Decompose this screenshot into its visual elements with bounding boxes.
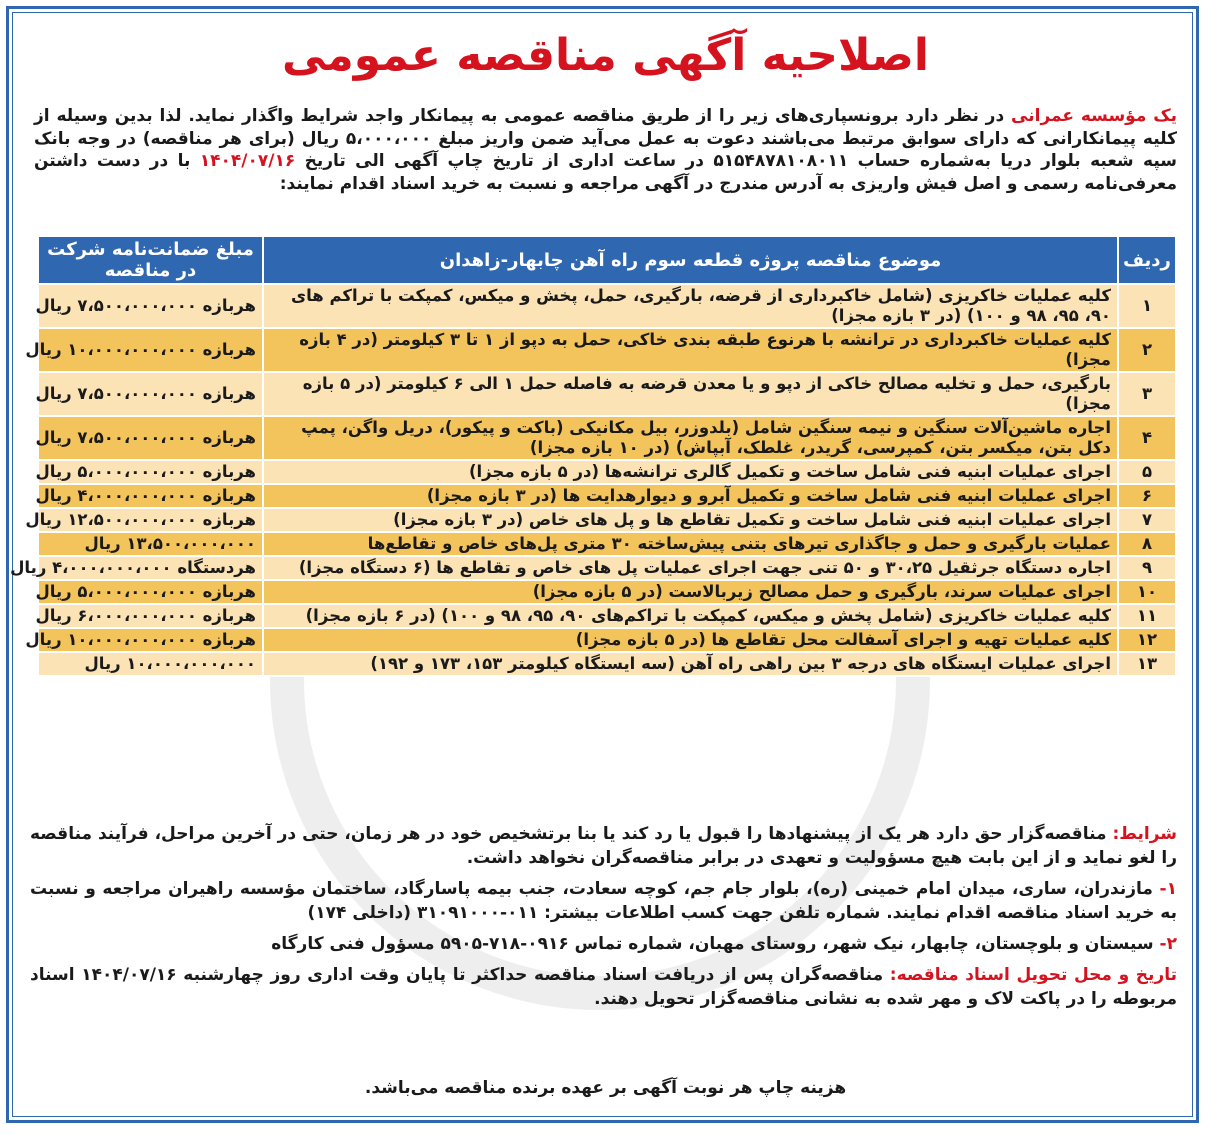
- row-description: کلیه عملیات خاکریزی (شامل خاکبرداری از قرضه، بارگیری، حمل، پخش و میکس، کمپکت با تراکم های ۹۰، ۹۵، ۹۸ و ۱۰۰) (در ۳ بازه مجزا): [263, 284, 1118, 328]
- row-guarantee-amount: هربازه ۱۰،۰۰۰،۰۰۰،۰۰۰ ریال: [38, 328, 263, 372]
- intro-paragraph: [34, 105, 1177, 195]
- row-description: اجاره دستگاه جرثقیل ۳۰،۲۵ و ۵۰ تنی جهت اجرای عملیات پل های خاص و تقاطع ها (۶ دستگاه مجزا): [263, 556, 1118, 580]
- row-guarantee-amount: هربازه ۴،۰۰۰،۰۰۰،۰۰۰ ریال: [38, 484, 263, 508]
- intro-body: در نظر دارد برونسپاری‌های زیر را از طریق مناقصه عمومی به پیمانکار واجد شرایط واگذار نماید. لذا بدین وسیله از کلیه پیمانکارانی که دارای سوابق مرتبط می‌باشند دعوت به عمل می‌آید ضمن واریز مبلغ ۵،۰۰۰،۰۰۰ ریال (برای هر مناقصه) در وجه بانک سپه شعبه بلوار دریا به‌شماره حساب ۵۱۵۴۸۷۸۱۰۸۰۱۱ در ساعت اداری از تاریخ چاپ آگهی الی تاریخ: [34, 106, 1177, 172]
- address-2-text: سیستان و بلوچستان، چابهار، نیک شهر، روستای مهبان، شماره تماس ۰۹۱۶-۷۱۸-۵۹۰۵ مسؤول فنی کارگاه: [271, 934, 1160, 954]
- row-description: اجرای عملیات ابنیه فنی شامل ساخت و تکمیل گالری ترانشه‌ها (در ۵ بازه مجزا): [263, 460, 1118, 484]
- tender-table: [10, 235, 1177, 677]
- table-row: [38, 556, 1176, 580]
- table-row: [38, 508, 1176, 532]
- row-guarantee-amount: هربازه ۵،۰۰۰،۰۰۰،۰۰۰ ریال: [38, 460, 263, 484]
- row-guarantee-amount: هربازه ۱۲،۵۰۰،۰۰۰،۰۰۰ ریال: [38, 508, 263, 532]
- table-row: [38, 284, 1176, 328]
- row-number: ۶: [1118, 484, 1176, 508]
- row-guarantee-amount: هردستگاه ۴،۰۰۰،۰۰۰،۰۰۰ ریال: [38, 556, 263, 580]
- row-description: بارگیری، حمل و تخلیه مصالح خاکی از دپو و یا معدن قرضه به فاصله حمل ۱ الی ۶ کیلومتر (در ۵ بازه مجزا): [263, 372, 1118, 416]
- footer-note: هزینه چاپ هر نوبت آگهی بر عهده برنده مناقصه می‌باشد.: [364, 1078, 847, 1098]
- row-guarantee-amount: هربازه ۷،۵۰۰،۰۰۰،۰۰۰ ریال: [38, 284, 263, 328]
- row-number: ۱۰: [1118, 580, 1176, 604]
- row-number: ۲: [1118, 328, 1176, 372]
- row-description: اجرای عملیات ابنیه فنی شامل ساخت و تکمیل آبرو و دیوارهدایت ها (در ۳ بازه مجزا): [263, 484, 1118, 508]
- table-row: [38, 604, 1176, 628]
- page-title: اصلاحیه آگهی مناقصه عمومی: [281, 30, 930, 81]
- intro-tail: با در دست داشتن معرفی‌نامه رسمی و اصل فیش واریزی به آدرس مندرج در آگهی مراجعه و نسبت به خرید اسناد اقدام نمایند:: [34, 151, 1177, 194]
- row-number: ۱: [1118, 284, 1176, 328]
- table-body: [10, 284, 1176, 676]
- row-description: عملیات بارگیری و حمل و جاگذاری تیرهای بتنی پیش‌ساخته ۳۰ متری پل‌های خاص و تقاطع‌ها: [263, 532, 1118, 556]
- row-guarantee-amount: هربازه ۷،۵۰۰،۰۰۰،۰۰۰ ریال: [38, 416, 263, 460]
- delivery-paragraph: [30, 963, 1177, 1011]
- row-number: ۳: [1118, 372, 1176, 416]
- conditions-paragraph: [30, 822, 1177, 870]
- row-guarantee-amount: ۱۰،۰۰۰،۰۰۰،۰۰۰ ریال: [38, 652, 263, 676]
- header-guarantee: مبلغ ضمانت‌نامه شرکت در مناقصه: [38, 236, 263, 284]
- row-description: کلیه عملیات خاکبرداری در ترانشه با هرنوع طبقه بندی خاکی، حمل به دپو از ۱ تا ۳ کیلومتر (در ۴ بازه مجزا): [263, 328, 1118, 372]
- row-guarantee-amount: هربازه ۷،۵۰۰،۰۰۰،۰۰۰ ریال: [38, 372, 263, 416]
- header-row-number: ردیف: [1118, 236, 1176, 284]
- row-number: ۷: [1118, 508, 1176, 532]
- table-header-row: [38, 236, 1176, 284]
- delivery-label: تاریخ و محل تحویل اسناد مناقصه:: [889, 965, 1177, 985]
- address-2: [30, 932, 1177, 956]
- row-guarantee-amount: هربازه ۶،۰۰۰،۰۰۰،۰۰۰ ریال: [38, 604, 263, 628]
- row-number: ۹: [1118, 556, 1176, 580]
- intro-date: ۱۴۰۴/۰۷/۱۶: [199, 151, 296, 172]
- row-description: کلیه عملیات تهیه و اجرای آسفالت محل تقاطع ها (در ۵ بازه مجزا): [263, 628, 1118, 652]
- table-row: [38, 580, 1176, 604]
- table-row: [38, 532, 1176, 556]
- intro-lead: یک مؤسسه عمرانی: [1011, 106, 1177, 126]
- table-row: [38, 328, 1176, 372]
- row-number: ۱۲: [1118, 628, 1176, 652]
- row-guarantee-amount: هربازه ۵،۰۰۰،۰۰۰،۰۰۰ ریال: [38, 580, 263, 604]
- row-guarantee-amount: هربازه ۱۰،۰۰۰،۰۰۰،۰۰۰ ریال: [38, 628, 263, 652]
- row-description: اجرای عملیات سرند، بارگیری و حمل مصالح زیربالاست (در ۵ بازه مجزا): [263, 580, 1118, 604]
- address-1-number: ۱-: [1159, 879, 1177, 899]
- row-description: اجاره ماشین‌آلات سنگین و نیمه سنگین شامل (بلدوزر، بیل مکانیکی (باکت و پیکور)، دریل واگن، پمپ دکل بتن، میکسر بتن، کمپرسی، گریدر، غلطک، آبپاش) (در ۱۰ بازه مجزا): [263, 416, 1118, 460]
- address-2-number: ۲-: [1159, 934, 1177, 954]
- row-description: کلیه عملیات خاکریزی (شامل پخش و میکس، کمپکت با تراکم‌های ۹۰، ۹۵، ۹۸ و ۱۰۰) (در ۶ بازه مجزا): [263, 604, 1118, 628]
- conditions-label: شرایط:: [1112, 824, 1177, 844]
- table-row: [38, 652, 1176, 676]
- row-number: ۱۳: [1118, 652, 1176, 676]
- conditions-section: [30, 822, 1177, 1018]
- row-guarantee-amount: ۱۳،۵۰۰،۰۰۰،۰۰۰ ریال: [38, 532, 263, 556]
- address-1-text: مازندران، ساری، میدان امام خمینی (ره)، بلوار جام جم، کوچه سعادت، جنب بیمه پاسارگاد، ساختمان مؤسسه راهیران مراجعه و نسبت به خرید اسناد مناقصه اقدام نمایند. شماره تلفن جهت کسب اطلاعات بیشتر: ۰۱۱-۳۱۰۹۱۰۰۰ (داخلی ۱۷۴): [30, 879, 1177, 923]
- table-row: [38, 628, 1176, 652]
- conditions-text: مناقصه‌گزار حق دارد هر یک از پیشنهادها را قبول یا رد کند یا بنا برتشخیص خود در هر زمان، حتی در آخرین مراحل، فرآیند مناقصه را لغو نماید و از این بابت هیچ مسؤولیت و تعهدی در برابر مناقصه‌گران نخواهد داشت.: [30, 824, 1177, 868]
- row-number: ۸: [1118, 532, 1176, 556]
- delivery-text: مناقصه‌گران پس از دریافت اسناد مناقصه حداکثر تا پایان وقت اداری روز چهارشنبه ۱۴۰۴/۰۷/۱۶ اسناد مربوطه را در پاکت لاک و مهر شده به نشانی مناقصه‌گزار تحویل دهند.: [30, 965, 1177, 1009]
- row-number: ۱۱: [1118, 604, 1176, 628]
- row-number: ۴: [1118, 416, 1176, 460]
- header-subject: موضوع مناقصه پروژه قطعه سوم راه آهن چابهار-زاهدان: [263, 236, 1118, 284]
- table-row: [38, 372, 1176, 416]
- row-description: اجرای عملیات ابنیه فنی شامل ساخت و تکمیل تقاطع ها و پل های خاص (در ۳ بازه مجزا): [263, 508, 1118, 532]
- table-row: [38, 484, 1176, 508]
- row-number: ۵: [1118, 460, 1176, 484]
- table-row: [38, 460, 1176, 484]
- row-description: اجرای عملیات ایستگاه های درجه ۳ بین راهی راه آهن (سه ایستگاه کیلومتر ۱۵۳، ۱۷۳ و ۱۹۲): [263, 652, 1118, 676]
- table-row: [38, 416, 1176, 460]
- address-1: [30, 877, 1177, 925]
